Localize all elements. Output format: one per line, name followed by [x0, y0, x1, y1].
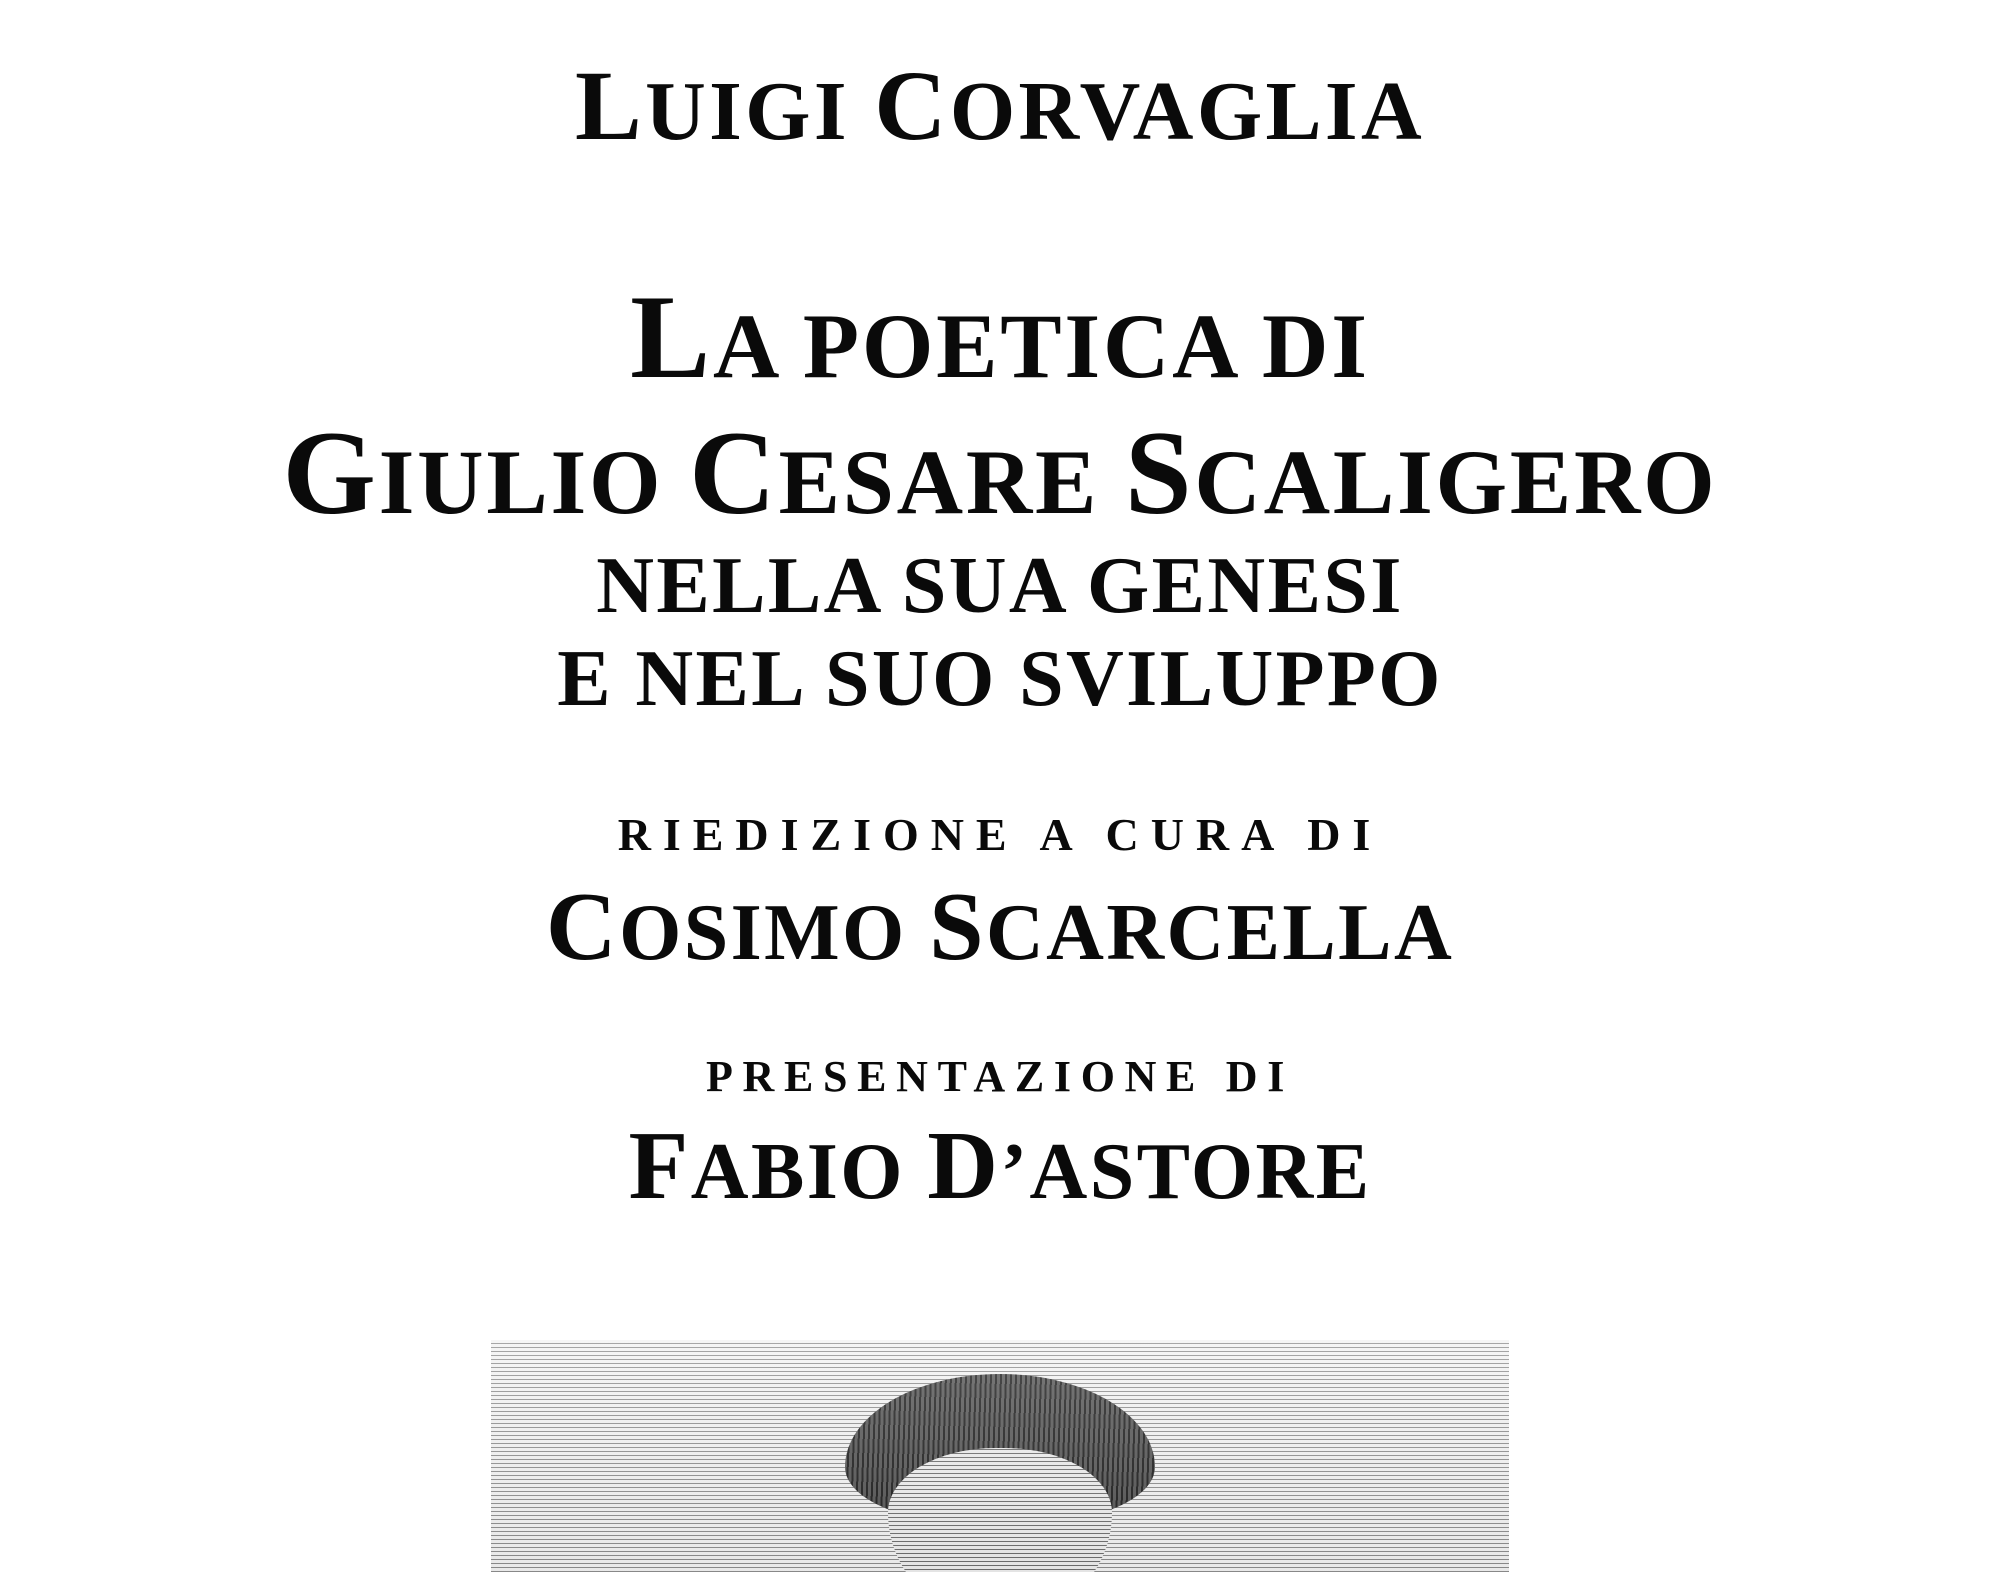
editor-rest-2: CARCELLA — [985, 888, 1455, 977]
portrait-head — [835, 1356, 1165, 1572]
author-cap-2: C — [874, 50, 950, 161]
title-line-1-rest: A POETICA DI — [712, 295, 1370, 397]
title-line-3: NELLA SUA GENESI — [596, 542, 1404, 631]
title-line-2-cap-1: G — [282, 405, 379, 539]
presenter-cap-2: D — [927, 1111, 1001, 1220]
title-line-2-rest-3: CALIGERO — [1194, 430, 1718, 533]
presenter-label: PRESENTAZIONE DI — [705, 1051, 1295, 1101]
editor-rest-1: OSIMO — [619, 888, 907, 977]
presenter-rest-2: ’ASTORE — [1000, 1127, 1372, 1216]
title-page — [0, 52, 2000, 1572]
editor-cap-2: S — [929, 872, 986, 981]
title-line-2-cap-2: C — [689, 405, 779, 539]
title-line-2-rest-1: IULIO — [378, 430, 664, 533]
title-line-2 — [220, 405, 1780, 539]
author-rest-1: UIGI — [645, 65, 850, 158]
title-line-1 — [220, 272, 1780, 402]
book-title — [220, 272, 1780, 722]
title-line-2-rest-2: ESARE — [778, 430, 1100, 533]
title-page-content — [220, 52, 1780, 1220]
engraving-plate — [491, 1340, 1509, 1572]
presenter-credit — [220, 1051, 1780, 1220]
title-line-2-cap-3: S — [1124, 405, 1195, 539]
editor-label: RIEDIZIONE A CURA DI — [617, 808, 1383, 860]
presenter-name — [220, 1111, 1780, 1220]
editor-cap-1: C — [545, 872, 620, 981]
author-rest-2: ORVAGLIA — [949, 65, 1425, 158]
presenter-rest-1: ABIO — [690, 1127, 905, 1216]
author-cap-1: L — [575, 50, 646, 161]
editor-credit — [220, 808, 1780, 981]
portrait-face — [888, 1448, 1112, 1572]
title-line-4: E NEL SUO SVILUPPO — [557, 634, 1443, 723]
editor-name — [220, 872, 1780, 981]
portrait-illustration — [491, 1340, 1509, 1572]
title-line-1-cap: L — [630, 270, 713, 403]
presenter-cap-1: F — [628, 1111, 691, 1220]
author-name — [220, 52, 1780, 160]
